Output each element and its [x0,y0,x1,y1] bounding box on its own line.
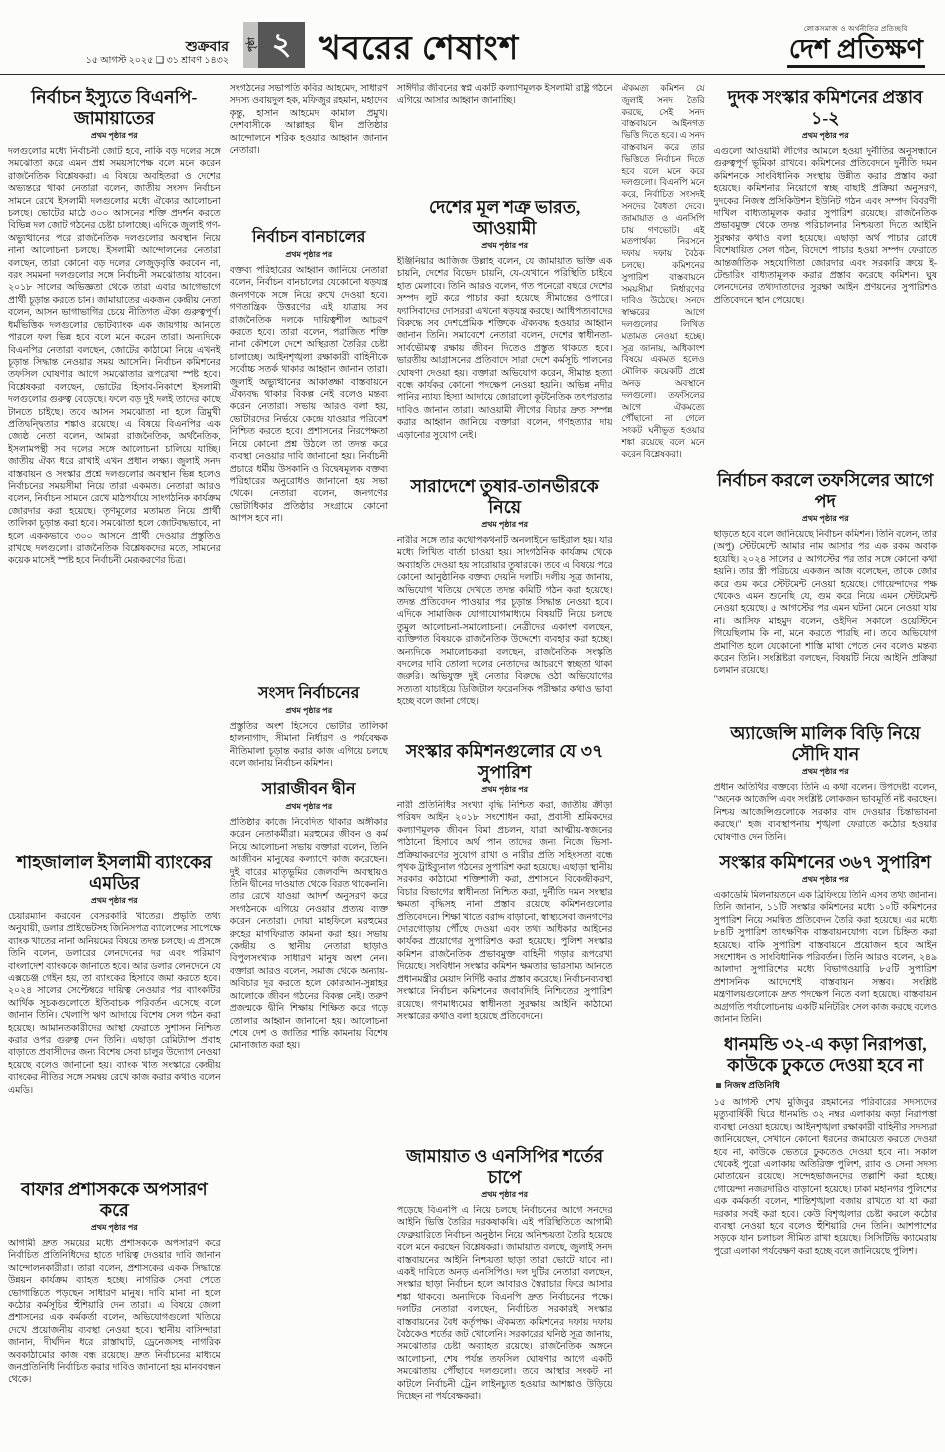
article-tushar-tanvir [397,476,613,735]
continued-from-tag: প্রথম পৃষ্ঠার পর [801,131,849,140]
page-number-badge [243,22,305,68]
article-headline: সারাদেশে তুষার-তানভীরকে নিয়ে [410,476,599,517]
continued-from-tag: প্রথম পৃষ্ঠার পর [285,802,333,811]
continued-from-tag: প্রথম পৃষ্ঠার পর [285,250,333,259]
date-block [64,39,229,68]
article-dhanmondi-32-security [714,1034,938,1397]
article-body: ছাড়তে হবে বলে জানিয়েছে নির্বাচন কমিশন। তিনি বলেন, তার (অপু) স্টেটমেন্টে আমার নাম আসার পর এক রকম অবাক হয়েছি। ২০২৪ সালের ৫ আগস্টের পর তার সঙ্গে কোনো কথা হয়নি। তার স্ত্রী পরিচয়ে একজন আজ বলেছেন, তাকে জোর করে গুম করে স্টেটমেন্ট নেওয়া হয়েছে। গোয়েন্দাদের পক্ষ থেকেও এমন শুনেছি যে, গুম করে নিয়ে এমন স্টেটমেন্ট নেওয়া হয়েছে। ৫ আগস্টের পর এমন ঘটনা মেনে নেওয়া যায় না। আসিফ মাহমুদ বলেন, ওইদিন সকালে ওয়েস্টিনে গিয়েছিলাম কি না, মনে করতে পারছি না। তবে অভিযোগ প্রমাণিত হলে যেকোনো শাস্তি মাথা পেতে নেব বলেও মন্তব্য করেন তিনি। সংশ্লিষ্টরা বলছেন, বিষয়টি নিয়ে আইনি প্রক্রিয়া চলমান রয়েছে। [713,530,937,677]
article-body: আগামী দ্রুত সময়ের মধ্যে প্রশাসককে অপসারণ করে নির্বাচিত প্রতিনিধিদের হাতে দায়িত্ব দেওয়ার দাবি জানান আন্দোলনকারীরা। তারা বলেন, প্রশাসকের একক সিদ্ধান্তে উন্নয়ন কার্যক্রম ব্যাহত হচ্ছে। নাগরিক সেবা পেতে ভোগান্তিতে পড়ছেন সাধারণ মানুষ। দাবি মানা না হলে কঠোর কর্মসূচির হুঁশিয়ারি দেন তারা। এ বিষয়ে জেলা প্রশাসনের এক কর্মকর্তা বলেন, অভিযোগগুলো খতিয়ে দেখে প্রয়োজনীয় ব্যবস্থা নেওয়া হবে। স্থানীয় বাসিন্দারা জানান, দীর্ঘদিন ধরে রাস্তাঘাট, ড্রেনেজসহ নাগরিক অবকাঠামোর কাজ বন্ধ রয়েছে। দ্রুত নির্বাচনের মাধ্যমে জনপ্রতিনিধি নির্বাচিত করার দাবিও জানানো হয় মানববন্ধন থেকে। [8,1239,221,1386]
continuation-text-block [621,83,704,1431]
column-3 [397,81,613,1437]
article-body: প্রতিষ্ঠার কাজে নিবেদিত থাকার অঙ্গীকার করেন নেতাকর্মীরা। মরহুমের জীবন ও কর্ম নিয়ে আলোচনা সভায় বক্তারা বলেন, তিনি আজীবন মানুষের কল্যাণে কাজ করেছেন। দুই বারের মাতৃভূমির জেলবন্দি অবস্থায়ও তিনি দ্বীনের দাওয়াত থেকে বিরত থাকেননি। তার রেখে যাওয়া আদর্শ অনুসরণ করে সংগঠনকে এগিয়ে নেওয়ার প্রত্যয় ব্যক্ত করেন নেতারা। দোয়া মাহফিলে মরহুমের রুহের মাগফিরাত কামনা করা হয়। সভায় কেন্দ্রীয় ও স্থানীয় নেতারা ছাড়াও বিপুলসংখ্যক সাধারণ মানুষ অংশ নেন। বক্তারা আরও বলেন, সমাজ থেকে অন্যায়-অবিচার দূর করতে হলে কোরআন-সুন্নাহর আলোকে জীবন গঠনের বিকল্প নেই। তরুণ প্রজন্মকে দ্বীনি শিক্ষায় শিক্ষিত করে গড়ে তোলার আহ্বান জানানো হয়। আলোচনা শেষে দেশ ও জাতির শান্তি কামনায় বিশেষ মোনাজাত করা হয়। [229,818,388,1052]
continued-from-tag: প্রথম পৃষ্ঠার পর [801,875,849,884]
article-administrator-removal [8,1179,221,1437]
masthead-name: দেশ প্রতিক্ষণ [787,35,925,68]
continued-from-tag: প্রথম পৃষ্ঠার পর [481,785,529,794]
byline-bullet-icon [716,1083,721,1088]
article-lifelong-deen [230,779,388,1407]
article-body: ইঞ্জিনিয়ার আজিজ উল্লাহ বলেন, যে জামায়াত ভক্তি এক চায়নি, দেশের বিভেদ চায়নি, যে-যেখানে পরিস্থিতি চাইবে হাত মেলাবে। তিনি আরও বলেন, গত পনেরো বছরে দেশের সম্পদ লুট করে পাচার করা হয়েছে সীমান্তের ওপারে। ফ্যাসিবাদের দোসররা এখনো ষড়যন্ত্র করছে। আধিপত্যবাদের বিরুদ্ধে সব দেশপ্রেমিক শক্তিকে ঐক্যবদ্ধ হওয়ার আহ্বান জানান তিনি। সমাবেশে নেতারা বলেন, দেশের স্বাধীনতা-সার্বভৌমত্ব রক্ষায় জীবন দিতেও প্রস্তুত থাকতে হবে। ভারতীয় আগ্রাসনের প্রতিবাদে সারা দেশে কর্মসূচি পালনের ঘোষণা দেওয়া হয়। বক্তারা অভিযোগ করেন, সীমান্ত হত্যা বন্ধে কার্যকর কোনো পদক্ষেপ নেওয়া হয়নি। অভিন্ন নদীর পানির ন্যায্য হিস্যা আদায়ে জোরালো কূটনৈতিক তৎপরতার দাবিও জানান তারা। আওয়ামী লীগের বিচার দ্রুত সম্পন্ন করার আহ্বান জানিয়ে বক্তারা বলেন, গণহত্যার দায় এড়ানোর সুযোগ নেই। [396,257,613,441]
article-headline: নির্বাচন ইস্যুতে বিএনপি-জামায়াতের [31,87,198,128]
article-india-awami-enemy [397,197,613,470]
masthead-tagline: লোকসমাজ ও অর্থনীতির প্রতিচ্ছবি [803,24,908,33]
article-headline: নির্বাচন বানচালের [252,229,366,246]
article-body: দলগুলোর মধ্যে নির্বাচনী জোট হবে, নাকি বড় দলের সঙ্গে সমঝোতা করে এমন প্রশ্ন সময়সাপেক্ষ বলে মনে করেন রাজনৈতিক বিশ্লেষকরা। এ বিষয়ে অবহিতরা ও দেশের অভ্যন্তরে থাকা নেতারা বলেন, জাতীয় সংসদ নির্বাচন সামনে রেখে ইসলামী দলগুলোর মধ্যে ঐক্যের আলোচনা চলছে। ভোটের মাঠে ৩০০ আসনের শক্তি প্রদর্শন করতে বিভিন্ন দল জোট গঠনের চেষ্টা চালাচ্ছে। এদিকে জুলাই গণ-অভ্যুত্থানের পরে রাজনৈতিক দলগুলোর অবস্থান নিয়ে নানা আলোচনা চলছে। ইসলামী আন্দোলনের নেতারা বলছেন, তারা কোনো বড় দলের লেজুড়বৃত্তি করবেন না, বরং সমমনা দলগুলোর সঙ্গে নির্বাচনী সমঝোতায় যাবেন। ২০১৮ সালের অভিজ্ঞতা থেকে তারা এবার আগেভাগে প্রার্থী চূড়ান্ত করতে চান। জামায়াতের একজন কেন্দ্রীয় নেতা বলেন, আসন ভাগাভাগির চেয়ে নীতিগত ঐক্য গুরুত্বপূর্ণ। ধর্মভিত্তিক দলগুলোর ভোটব্যাংক এক জায়গায় আনতে পারলে ফল ভিন্ন হবে বলে মনে করেন তারা। অন্যদিকে বিএনপির নেতারা বলছেন, জোটের কাঠামো নিয়ে এখনই চূড়ান্ত সিদ্ধান্ত নেওয়ার সময় আসেনি। নির্বাচন কমিশনের তফসিল ঘোষণার আগে সমঝোতার রূপরেখা স্পষ্ট হবে। বিশ্লেষকরা বলছেন, ভোটের হিসাব-নিকাশে ইসলামী দলগুলোর গুরুত্ব বেড়েছে। ফলে বড় দুই দলই তাদের কাছে টানতে চাইছে। তবে আসন সমঝোতা না হলে ত্রিমুখী প্রতিদ্বন্দ্বিতার শঙ্কাও রয়েছে। এ বিষয়ে বিএনপির এক জ্যেষ্ঠ নেতা বলেন, আমরা রাজনৈতিক, অর্থনৈতিক, ইসলামপন্থী সব দলের সঙ্গে আলোচনা চালিয়ে যাচ্ছি। জাতীয় ঐক্য ধরে রাখাই এখন প্রধান লক্ষ্য। জুলাই সনদ বাস্তবায়ন ও সংস্কার প্রশ্নে দলগুলোর অবস্থান ভিন্ন হলেও নির্বাচনের সময়সীমা নিয়ে তারা একমত। নেতারা আরও বলেন, নির্বাচন সামনে রেখে মাঠপর্যায়ে সাংগঠনিক কার্যক্রম জোরদার করা হয়েছে। তৃণমূলের মতামত নিয়ে প্রার্থী তালিকা চূড়ান্ত করা হবে। সমঝোতা হলে জোটবদ্ধভাবে, না হলে এককভাবে ৩০০ আসনে প্রার্থী দেওয়ার প্রস্তুতিও রাখছে দলগুলো। রাজনৈতিক বিশ্লেষকদের মতে, সামনের কয়েক মাসেই স্পষ্ট হবে নির্বাচনী মেরূকরণের চিত্র। [8,147,221,567]
article-body: নারী প্রতিনিধির সংখ্যা বৃদ্ধি নিশ্চিত করা, জাতীয় ক্রীড়া পরিষদ আইন ২০১৮ সংশোধন করা, প্রবাসী শ্রমিকদের কল্যাণমূলক জীবন বিমা প্রচলন, যারা আত্মীয়-স্বজনের পাঠানো হিসাবে অর্থ পান তাদের জন্য নিজে ভিসা-প্রক্রিয়াকরণের সুযোগ রাখা ও নারীর প্রতি সহিংসতা বন্ধে পৃথক ট্রাইব্যুনাল গঠনের সুপারিশ করা হয়েছে। এছাড়া স্থানীয় সরকার কাঠামো শক্তিশালী করা, প্রশাসনে বিকেন্দ্রীকরণ, বিচার বিভাগের স্বাধীনতা নিশ্চিত করা, দুর্নীতি দমন সংস্থার ক্ষমতা বৃদ্ধিসহ নানা প্রস্তাব রয়েছে কমিশনগুলোর প্রতিবেদনে। শিক্ষা খাতে বরাদ্দ বাড়ানো, স্বাস্থ্যসেবা জনগণের দোরগোড়ায় পৌঁছে দেওয়া এবং তথ্য অধিকার আইনের কার্যকর প্রয়োগের সুপারিশও করা হয়েছে। পুলিশ সংস্কার কমিশন রাজনৈতিক প্রভাবমুক্ত বাহিনী গড়ার রূপরেখা দিয়েছে। সংবিধান সংস্কার কমিশন ক্ষমতার ভারসাম্য আনতে প্রধানমন্ত্রীর মেয়াদ নির্দিষ্ট করার প্রস্তাব করেছে। নির্বাচনব্যবস্থা সংস্কারে নির্বাচন কমিশনের জবাবদিহি নিশ্চিতের সুপারিশ রয়েছে। গণমাধ্যমের স্বাধীনতা সুরক্ষায় আইনি কাঠামো সংস্কারের কথাও বলা হয়েছে প্রতিবেদনে। [396,801,613,1022]
article-parliament-election [230,683,388,773]
article-headline: সংসদ নির্বাচনের [257,685,360,702]
continuation-text-block [230,83,388,221]
section-title: খবরের শেষাংশ [319,31,520,67]
page-number: ২ [258,22,305,68]
column-5 [714,81,938,1437]
article-body: সংগঠনের সভাপতি কবির আহমেদ, সাধারণ সদস্য ওবায়দুল হক, মফিজুর রহমান, মহাদেব কৃন্তু, হাসান আহমেদ কামাল প্রমুখ। দেশবাসীকে আল্লাহর দ্বীন প্রতিষ্ঠার আন্দোলনে শরিক হওয়ার আহ্বান জানান নেতারা। [229,84,388,157]
article-body: সাঈদীর জীবনের স্বপ্ন একটি কল্যাণমূলক ইসলামী রাষ্ট্র গঠনে এগিয়ে আসার আহ্বান জানাচ্ছি। [396,84,613,107]
article-headline: দুদক সংস্কার কমিশনের প্রস্তাব ১-২ [727,87,923,128]
article-election-sabotage [230,227,388,677]
article-shahjalal-bank-md [8,852,221,1173]
article-body: বক্তব্য পরিহারের আহ্বান জানিয়ে নেতারা বলেন, নির্বাচন বানচালের যেকোনো ষড়যন্ত্র জনগণকে সঙ্গে নিয়ে রুখে দেওয়া হবে। গণতান্ত্রিক উত্তরণের এই যাত্রায় সব রাজনৈতিক দলকে দায়িত্বশীল আচরণ করতে হবে। তারা বলেন, পরাজিত শক্তি নানা কৌশলে দেশে অস্থিরতা তৈরির চেষ্টা চালাচ্ছে। আইনশৃঙ্খলা রক্ষাকারী বাহিনীকে সর্বোচ্চ সতর্ক থাকার আহ্বান জানান তারা। জুলাই অভ্যুত্থানের আকাঙ্ক্ষা বাস্তবায়নে ঐক্যবদ্ধ থাকার বিকল্প নেই বলেও মন্তব্য করেন নেতারা। সভায় আরও বলা হয়, ভোটারদের নির্ভয়ে কেন্দ্রে যাওয়ার পরিবেশ নিশ্চিত করতে হবে। প্রশাসনের নিরপেক্ষতা নিয়ে কোনো প্রশ্ন উঠলে তা তদন্ত করে ব্যবস্থা নেওয়ার দাবি জানানো হয়। নির্বাচনী প্রচারে ধর্মীয় উসকানি ও বিদ্বেষমূলক বক্তব্য পরিহারের অনুরোধও জানানো হয় সভা থেকে। নেতারা বলেন, জনগণের ভোটাধিকার প্রতিষ্ঠার সংগ্রামে কোনো আপস হবে না। [229,266,388,525]
continued-from-tag: প্রথম পৃষ্ঠার পর [90,1223,138,1232]
page-label: পৃষ্ঠা [243,22,258,68]
weekday-label: শুক্রবার [185,39,229,55]
article-headline: দেশের মূল শত্রু ভারত, আওয়ামী [428,197,581,238]
article-headline: সংস্কার কমিশনের ৩৬৭ সুপারিশ [719,852,932,872]
continuation-text-block [397,83,613,191]
article-body: প্রধান অতিথির বক্তব্যে তিনি এ কথা বলেন। উপদেষ্টা বলেন, "অনেক আজেন্সি এবং সংশ্লিষ্ট লোকজন ভাবমূর্তি নষ্ট করছেন। নিশ্চয় আজেন্সিগুলোকে সরকার বাদ দেওয়ার চিন্তাভাবনা করছে।" হজ ব্যবস্থাপনায় শৃঙ্খলা ফেরাতে কঠোর হওয়ার ঘোষণাও দেন তিনি। [713,783,937,843]
column-2 [230,81,388,1437]
article-reform-commissions-37 [397,741,613,1140]
article-headline: অ্যাজেন্সি মালিক বিড়ি নিয়ে সৌদি যান [730,723,921,764]
article-reform-367 [714,852,938,1028]
article-headline: শাহজালাল ইসলামী ব্যাংকের এমডির [16,852,212,893]
article-agency-owner-saudi [714,723,938,846]
article-body: পড়েছে বিএনপি এ নিয়ে চলছে নির্বাচনের আগে সনদের আইনি ভিত্তি তৈরির দরকষাকষি। এই পরিস্থিতিতে আগামী ফেব্রুয়ারিতে নির্বাচন অনুষ্ঠান নিয়ে অনিশ্চয়তা তৈরি হয়েছে বলে মনে করছেন বিশ্লেষকরা। জামায়াত বলছে, জুলাই সনদ বাস্তবায়নের আইনি নিশ্চয়তা ছাড়া তারা ভোটে যাবে না। একই দাবিতে অনড় এনসিপিও। দল দুটির নেতারা বলছেন, সংস্কার ছাড়া নির্বাচন হলে আবারও স্বৈরাচার ফিরে আসার শঙ্কা থাকবে। অন্যদিকে বিএনপি দ্রুত নির্বাচনের পক্ষে। দলটির নেতারা বলছেন, নির্বাচিত সরকারই সংস্কার বাস্তবায়নের বৈধ কর্তৃপক্ষ। ঐকমত্য কমিশনের দফায় দফায় বৈঠকেও শর্তের জট খোলেনি। সরকারের ঘনিষ্ঠ সূত্র জানায়, সমঝোতার চেষ্টা অব্যাহত রয়েছে। রাজনৈতিক অঙ্গনে আলোচনা, শেষ পর্যন্ত তফসিল ঘোষণার আগে একটি সমঝোতায় পৌঁছাবে দলগুলো। তবে আস্থার সংকট না কাটলে নির্বাচনী ট্রেন লাইনচ্যুত হওয়ার আশঙ্কাও উড়িয়ে দিচ্ছেন না পর্যবেক্ষকরা। [396,1206,613,1403]
article-headline: সংস্কার কমিশনগুলোর যে ৩৭ সুপারিশ [405,741,604,782]
article-columns [0,75,945,1437]
masthead [787,23,931,68]
byline [716,1078,938,1093]
article-body: এগুলো আওয়ামী লীগের আমলে হওয়া দুর্নীতির অনুসন্ধানে গুরুত্বপূর্ণ ভূমিকা রাখবে। কমিশনের প্রতিবেদনে দুর্নীতি দমন কমিশনকে সাংবিধানিক সংস্থায় উন্নীত করার প্রস্তাব করা হয়েছে। কমিশনার নিয়োগে স্বচ্ছ বাছাই প্রক্রিয়া অনুসরণ, দুদকের নিজস্ব প্রসিকিউশন ইউনিট গঠন এবং সম্পদ বিবরণী দাখিল বাধ্যতামূলক করার সুপারিশ রয়েছে। রাজনৈতিক প্রভাবমুক্ত থেকে তদন্ত পরিচালনার নিশ্চয়তা দিতে আইনি সুরক্ষার কথাও বলা হয়েছে। এছাড়া অর্থ পাচার রোধে বিশেষায়িত সেল গঠন, বিদেশে পাচার হওয়া সম্পদ ফেরাতে আন্তর্জাতিক সহযোগিতা জোরদার এবং সরকারি ক্রয়ে ই-টেন্ডারিং বাধ্যতামূলক করার প্রস্তাব করেছে কমিশন। ঘুষ লেনদেনের তথ্যদাতাদের সুরক্ষা আইন প্রণয়নের সুপারিশও প্রতিবেদনে স্থান পেয়েছে। [713,147,937,306]
continued-from-tag: প্রথম পৃষ্ঠার পর [481,1190,529,1199]
article-body: প্রস্তুতির অংশ হিসেবে ভোটার তালিকা হালনাগাদ, সীমানা নির্ধারণ ও পর্যবেক্ষক নীতিমালা চূড়ান্ত করার কাজ এগিয়ে চলছে বলে জানায় নির্বাচন কমিশন। [229,722,388,770]
article-election-issue-bnp-jamaat [8,87,221,846]
article-body: ১৫ আগস্ট শেখ মুজিবুর রহমানের পরিবারের সদস্যদের মৃত্যুবার্ষিকী ঘিরে ধানমন্ডি ৩২ নম্বর এলাকায় কড়া নিরাপত্তা ব্যবস্থা নেওয়া হয়েছে। আইনশৃঙ্খলা রক্ষাকারী বাহিনীর সদস্যরা জানিয়েছেন, সেখানে কোনো ধরনের জমায়েত করতে দেওয়া হবে না, কাউকে ভেতরে ঢুকতেও দেওয়া হবে না। সকাল থেকেই পুরো এলাকায় অতিরিক্ত পুলিশ, র‌্যাব ও সেনা সদস্য মোতায়েন রয়েছে। সন্দেহভাজনদের তল্লাশি করা হচ্ছে। গোয়েন্দা নজরদারিও বাড়ানো হয়েছে। ঢাকা মহানগর পুলিশের এক কর্মকর্তা বলেন, শান্তিশৃঙ্খলা বজায় রাখতে যা যা করা দরকার সবই করা হবে। কেউ বিশৃঙ্খলার চেষ্টা করলে কঠোর ব্যবস্থা নেওয়া হবে বলেও হুঁশিয়ারি দেন তিনি। আশপাশের সড়কে যান চলাচল সীমিত রাখা হয়েছে। সিসিটিভি ক্যামেরায় পুরো এলাকা পর্যবেক্ষণ করা হচ্ছে বলে জানিয়েছে পুলিশ। [713,1098,937,1257]
article-body: চেয়ারম্যান করবেন বেসরকারি খাতের। প্রভৃতি তথ্য অনুযায়ী, ডলার প্রাইভেটসহ জিনিসপত্র ব্যালেন্সের সাপেক্ষে ব্যাংক খাতের নানা অনিয়মের বিষয়ে তদন্ত চলছে। এ প্রসঙ্গে তিনি বলেন, ডলারের লেনদেনের দর এবং পরিমাণ বাংলাদেশ ব্যাংককে জানাতে হবে। আর ডলার লেনদেনে যে এক্সচেঞ্জ গেইন হয়, তা ব্যাংকের হিসাবে জমা করতে হবে। ২০২৪ সালের সেপ্টেম্বরে দায়িত্ব নেওয়ার পর ব্যাংকটির আর্থিক সূচকগুলোতে ইতিবাচক পরিবর্তন এসেছে বলে জানান তিনি। খেলাপি ঋণ আদায়ে বিশেষ সেল গঠন করা হয়েছে। আমানতকারীদের আস্থা ফেরাতে সুশাসন নিশ্চিত করার ওপর গুরুত্ব দেন তিনি। এছাড়া রেমিট্যান্স প্রবাহ বাড়াতে প্রবাসীদের জন্য বিশেষ সেবা চালুর উদ্যোগ নেওয়া হয়েছে বলেও জানানো হয়। ব্যাংক খাত সংস্কারে কেন্দ্রীয় ব্যাংকের নীতির সঙ্গে সমন্বয় রেখে কাজ করার কথাও বলেন এমডি। [8,912,221,1096]
continued-from-tag: প্রথম পৃষ্ঠার পর [801,514,849,523]
continued-from-tag: প্রথম পৃষ্ঠার পর [285,706,333,715]
article-election-schedule-post [714,470,938,717]
article-headline: নির্বাচন করলে তফসিলের আগে পদ [717,470,934,511]
date-line: ১৫ আগস্ট ২০২৫ ❑ ৩১ শ্রাবণ ১৪৩২ [85,56,229,67]
column-4 [621,81,704,1437]
article-headline: ধানমন্ডি ৩২-এ কড়া নিরাপত্তা, কাউকে ঢুকতে দেওয়া হবে না [723,1034,927,1075]
article-body: ঐকমত্য কমিশন যে জুলাই সনদ তৈরি করছে, সেই সনদ বাস্তবায়নে আইনগত ভিত্তি দিতে হবে। এ সনদ বাস্তবায়ন করে তার ভিত্তিতে নির্বাচন দিতে হবে বলে মনে করে দলগুলো। বিএনপি মনে করে, নির্বাচিত সংসদই সনদের বৈধতা দেবে। জামায়াত ও এনসিপি চায় গণভোট। এই মতপার্থক্য নিরসনে দফায় দফায় বৈঠক চলছে। কমিশনের সুপারিশ বাস্তবায়নে সময়সীমা নির্ধারণের দাবিও উঠেছে। সনদে স্বাক্ষরের আগে দলগুলোর লিখিত মতামত নেওয়া হচ্ছে। সূত্র জানায়, অধিকাংশ বিষয়ে একমত হলেও মৌলিক কয়েকটি প্রশ্নে অনড় অবস্থানে দলগুলো। তফসিলের আগে ঐকমত্যে পৌঁছানো না গেলে সংকট ঘনীভূত হওয়ার শঙ্কা রয়েছে বলে মনে করেন বিশ্লেষকরা। [621,83,705,459]
article-headline: জামায়াত ও এনসিপির শর্তের চাপে [406,1146,604,1187]
page-header [0,0,945,75]
continued-from-tag: প্রথম পৃষ্ঠার পর [90,131,138,140]
continued-from-tag: প্রথম পৃষ্ঠার পর [481,520,529,529]
article-jamaat-ncp-conditions [397,1146,613,1437]
article-headline: বাফার প্রশাসককে অপসারণ করে [21,1179,208,1220]
byline-text: নিজস্ব প্রতিনিধি [724,1080,780,1090]
article-dudok-reform-1-2 [714,87,938,464]
continued-from-tag: প্রথম পৃষ্ঠার পর [801,767,849,776]
column-1 [8,81,221,1437]
article-headline: সারাজীবন দ্বীন [261,781,356,798]
article-body: একাডেমি মিলনায়তনে এক ব্রিফিংয়ে তিনি এসব তথ্য জানান। তিনি জানান, ১১টি সংস্কার কমিশনের মধ্যে ১০টি কমিশনের সুপারিশ নিয়ে সমন্বিত প্রতিবেদন তৈরি করা হয়েছে। এর মধ্যে ৮৪টি সুপারিশ তাৎক্ষণিক বাস্তবায়নযোগ্য বলে চিহ্নিত করা হয়েছে। বাকি সুপারিশ বাস্তবায়নে প্রয়োজন হবে আইন সংশোধন ও সাংবিধানিক পরিবর্তন। তিনি আরও বলেন, ২৪৯ আলাদা সুপারিশের মধ্যে বিভাগওয়ারি ৮৫টি সুপারিশ প্রশাসনিক আদেশেই বাস্তবায়ন সম্ভব। সংশ্লিষ্ট মন্ত্রণালয়গুলোকে দ্রুত পদক্ষেপ নিতে বলা হয়েছে। বাস্তবায়ন অগ্রগতি পর্যালোচনায় একটি মনিটরিং সেল কাজ করছে বলেও জানান তিনি। [713,891,937,1026]
continued-from-tag: প্রথম পৃষ্ঠার পর [481,241,529,250]
continued-from-tag: প্রথম পৃষ্ঠার পর [90,896,138,905]
article-body: নারীর সঙ্গে তার কথোপকথনটি অনলাইনে ভাইরাল হয়। যার মধ্যে লিখিত বার্তা চাওয়া হয়। সাংগঠনিক কার্যক্রম থেকে অব্যাহতি দেওয়া হয় সারোয়ার তুষারকে। তবে এ বিষয়ে পরে কোনো আনুষ্ঠানিক বক্তব্য দেয়নি দলটি। দলীয় সূত্র জানায়, অভিযোগ খতিয়ে দেখতে তদন্ত কমিটি গঠন করা হয়েছে। তদন্ত প্রতিবেদন পাওয়ার পর চূড়ান্ত সিদ্ধান্ত নেওয়া হবে। এদিকে সামাজিক যোগাযোগমাধ্যমে বিষয়টি নিয়ে চলছে তুমুল আলোচনা-সমালোচনা। নেত্রীদের একাংশ বলছেন, ব্যক্তিগত বিষয়কে রাজনৈতিক উদ্দেশ্যে ব্যবহার করা হচ্ছে। অন্যদিকে সমালোচকরা বলছেন, রাজনৈতিক সংস্কৃতি বদলের দাবি তোলা দলের নেতাদের আচরণে স্বচ্ছতা থাকা জরুরি। অভিযুক্ত দুই নেতার বিরুদ্ধে ওঠা অভিযোগের সত্যতা যাচাইয়ে ডিজিটাল ফরেনসিক পরীক্ষার কথাও ভাবা হচ্ছে বলে জানা গেছে। [396,536,613,708]
